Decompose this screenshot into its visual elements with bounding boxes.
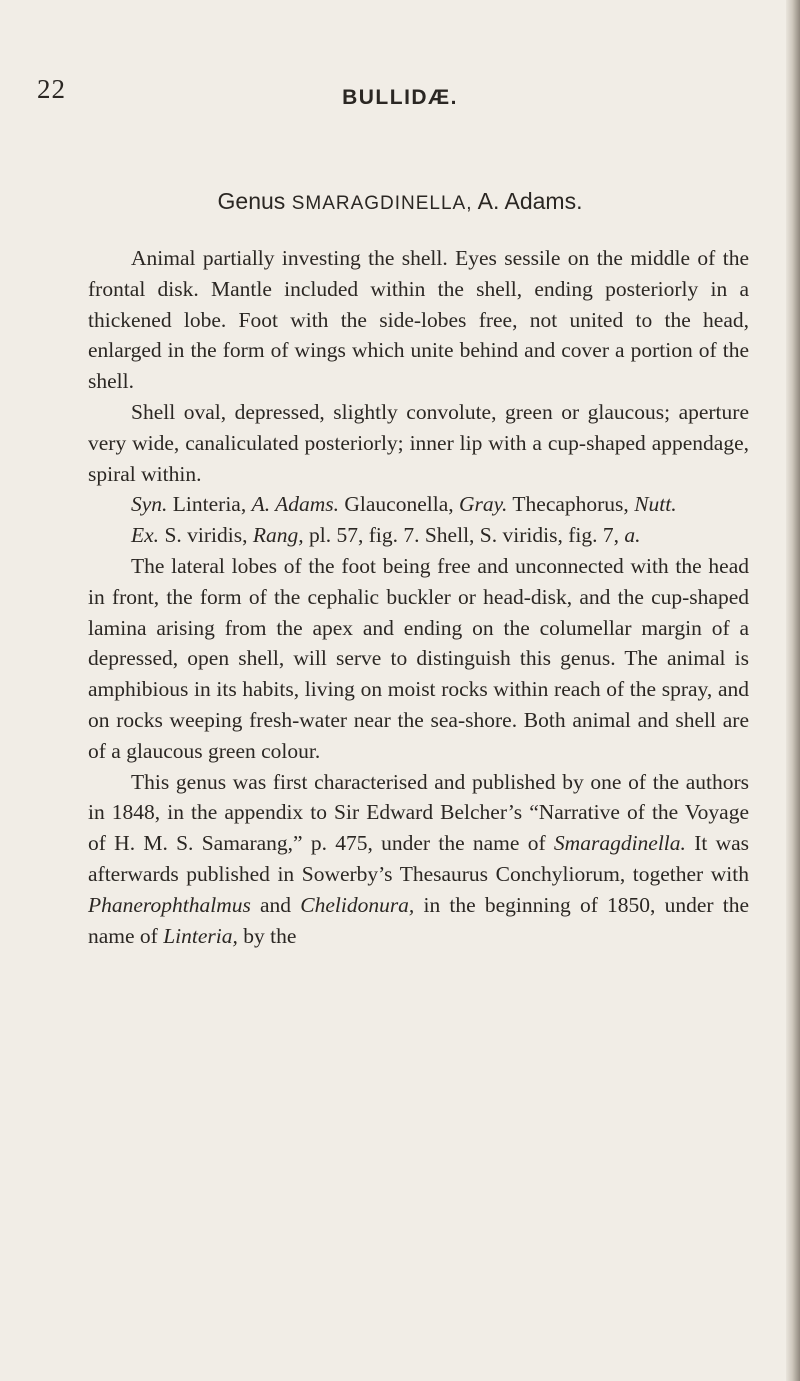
example-paragraph: [88, 520, 749, 551]
genus-author: A. Adams.: [477, 188, 583, 214]
ex-label: Ex.: [131, 523, 160, 548]
synonym-3-author: Nutt.: [634, 492, 677, 517]
genus-heading: [0, 188, 800, 215]
synonym-2-author: Gray.: [459, 492, 508, 517]
example-reference: pl. 57, fig. 7. Shell, S. viridis, fig. 7,: [308, 523, 619, 548]
running-head: BULLIDÆ.: [342, 86, 458, 109]
example-figure-letter: a.: [624, 523, 641, 548]
history-text-3: and: [260, 892, 292, 917]
history-text-1: This genus was first characterised and published by one of the authors in 1848, in the appendix to Sir Edward Belcher’s “Narrative of the Voyage of H. M. S. Samarang,” p. 475, under the name of: [88, 769, 749, 856]
synonyms-paragraph: [88, 489, 749, 520]
history-text-5: by the: [243, 923, 297, 948]
synonym-3: Thecaphorus,: [512, 492, 629, 517]
shell-description: Shell oval, depressed, slightly convolute, green or glaucous; aperture very wide, canaliculated posteriorly; inner lip with a cup-shaped appendage, spiral within.: [88, 399, 749, 486]
synonym-1-author: A. Adams.: [251, 492, 340, 517]
synonym-1: Linteria,: [172, 492, 247, 517]
history-name-linteria: Linteria,: [163, 923, 238, 948]
animal-description: Animal partially investing the shell. Eyes sessile on the middle of the frontal disk. Mantle included within the shell, ending posteriorly in a thickened lobe. Foot with the side-lobes free, not united to the head, enlarged in the form of wings which unite behind and cover a portion of the shell.: [88, 246, 749, 394]
lateral-lobes-paragraph: The lateral lobes of the foot being free and unconnected with the head in front, the form of the cephalic buckler or head-disk, and the cup-shaped lamina arising from the apex and ending on the columellar margin of a depressed, open shell, will serve to distinguish this genus. The animal is amphibious in its habits, living on moist rocks within reach of the spray, and on rocks weeping fresh-water near the sea-shore. Both animal and shell are of a glaucous green colour.: [88, 553, 749, 763]
synonym-2: Glauconella,: [344, 492, 454, 517]
example-author: Rang,: [252, 523, 304, 548]
history-name-chelidonura: Chelidonura,: [300, 892, 415, 917]
history-text-4: in the beginning of 1850, under the name of: [88, 892, 749, 948]
example-species: S. viridis,: [164, 523, 248, 548]
genus-prefix: Genus: [217, 188, 286, 214]
history-paragraph: [88, 767, 749, 952]
body-text: [88, 243, 749, 951]
history-name-phanerophthalmus: Phanerophthalmus: [88, 892, 251, 917]
page-number: 22: [37, 74, 66, 104]
history-name-smaragdinella: Smaragdinella.: [553, 831, 686, 856]
genus-name: SMARAGDINELLA,: [291, 193, 473, 214]
history-text-2: It was afterwards published in Sowerby’s Thesaurus Conchyliorum, together with: [88, 831, 750, 886]
syn-label: Syn.: [131, 492, 168, 517]
